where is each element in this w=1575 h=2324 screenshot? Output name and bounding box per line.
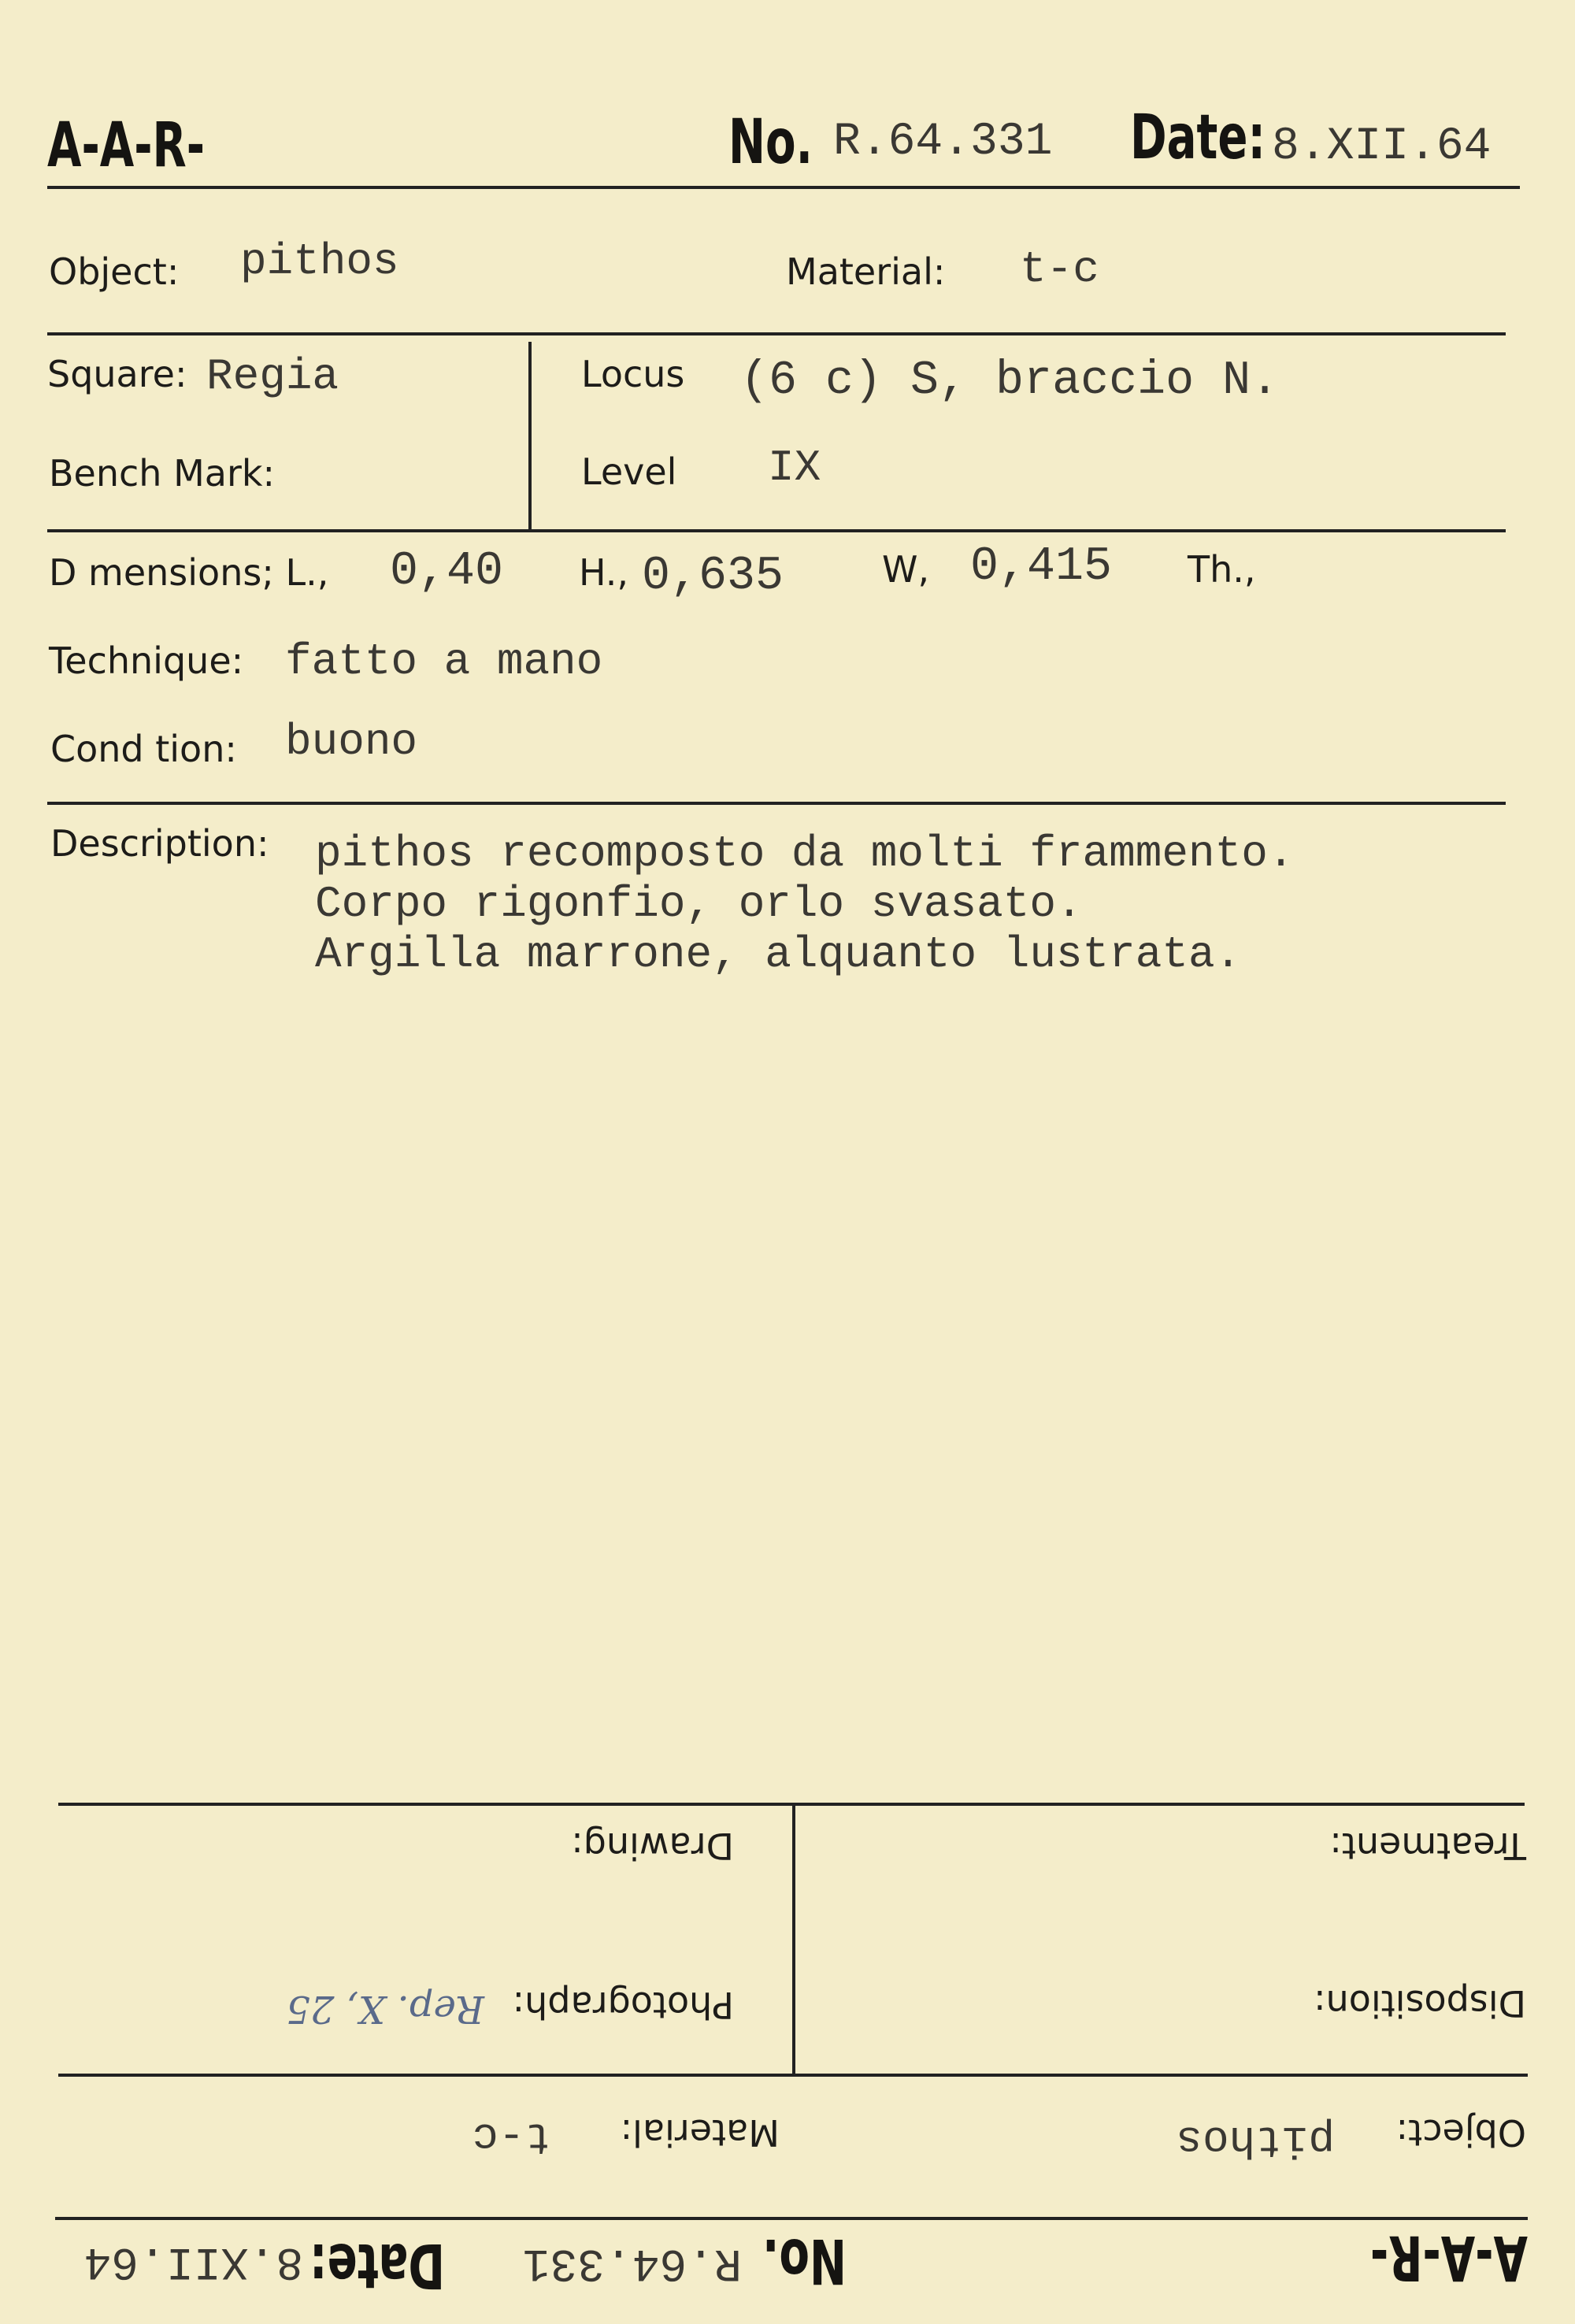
bottom-material-label: Material: [620, 2111, 780, 2154]
rule-3 [47, 802, 1506, 805]
date-value: 8.XII.64 [1272, 121, 1492, 172]
material-label: Material: [786, 250, 946, 293]
bottom-number-label: No. [762, 2225, 847, 2296]
dimension-w-value: 0,415 [970, 540, 1113, 594]
number-value: R.64.331 [833, 117, 1053, 168]
rule-2 [47, 529, 1506, 532]
description-label: Description: [50, 822, 269, 865]
level-value: IX [768, 443, 821, 493]
locus-label: Locus [581, 353, 685, 395]
description-text [315, 828, 1294, 980]
dimension-w-label: W, [882, 548, 930, 591]
rule-1 [47, 332, 1506, 335]
bottom-org-code: A-A-R- [1369, 2222, 1528, 2292]
bench-mark-label: Bench Mark: [49, 452, 276, 495]
dimension-h-label: H., [579, 551, 629, 594]
dimension-th-label: Th., [1188, 548, 1256, 591]
description-line: pithos recomposto da molti frammento. [315, 828, 1295, 879]
object-value: pithos [240, 236, 399, 287]
bottom-object-label: Object: [1395, 2111, 1526, 2154]
bottom-rule-2 [58, 1803, 1525, 1806]
bottom-divider [792, 1806, 795, 2074]
bottom-date-value: 8.XII.64 [83, 2235, 303, 2286]
date-label: Date: [1130, 102, 1266, 173]
number-label: No. [728, 107, 813, 178]
square-label: Square: [47, 353, 187, 395]
square-value: Regia [206, 351, 339, 402]
dimension-h-value: 0,635 [642, 550, 784, 603]
photograph-value: Rep. X, 25 [286, 1987, 484, 2031]
level-label: Level [581, 450, 677, 493]
treatment-label: Treatment: [1329, 1825, 1526, 1867]
technique-label: Technique: [49, 639, 244, 682]
condition-label: Cond tion: [50, 728, 237, 770]
disposition-label: Disposition: [1314, 1982, 1526, 2025]
photograph-label: Photograph: [512, 1984, 734, 2026]
description-line: Corpo rigonfio, orlo svasato. [315, 879, 1083, 929]
condition-value: buono [285, 717, 418, 767]
technique-value: fatto a mano [285, 636, 603, 687]
bottom-header-rule [55, 2217, 1528, 2220]
bottom-number-value: R.64.331 [522, 2237, 742, 2288]
drawing-label: Drawing: [571, 1825, 734, 1867]
org-code: A-A-R- [47, 110, 206, 181]
dimensions-label: D mensions; L., [49, 551, 329, 594]
dimension-l-value: 0,40 [390, 545, 504, 599]
bottom-rule-1 [58, 2074, 1528, 2077]
material-value: t-c [1020, 244, 1099, 295]
bottom-date-label: Date: [309, 2229, 445, 2300]
square-locus-divider [528, 342, 532, 529]
bottom-material-value: t-c [472, 2111, 551, 2162]
header-rule [47, 186, 1520, 189]
object-label: Object: [49, 250, 180, 293]
locus-value: (6 c) S, braccio N. [740, 354, 1280, 408]
bottom-object-value: pithos [1176, 2115, 1335, 2165]
inverted-bottom-section [0, 1685, 1575, 2324]
description-line: Argilla marrone, alquanto lustrata. [315, 929, 1242, 980]
